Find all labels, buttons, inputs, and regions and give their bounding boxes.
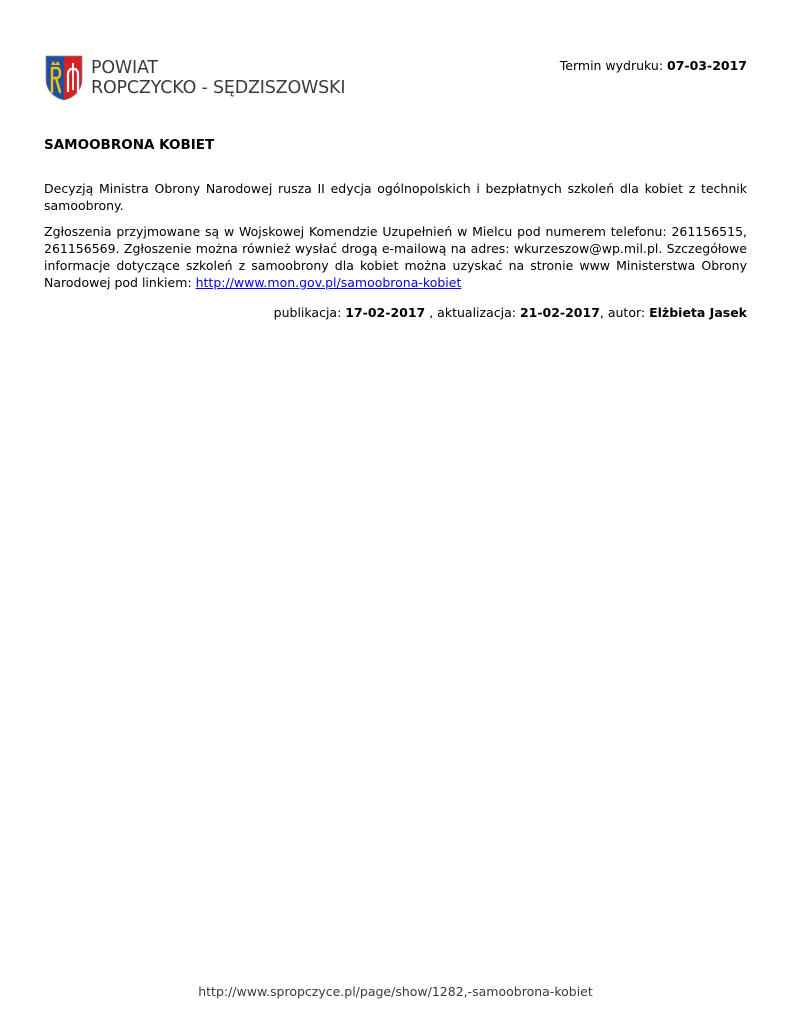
- article-meta: [44, 304, 747, 321]
- coat-of-arms-icon: [44, 54, 84, 102]
- print-date: [560, 58, 747, 74]
- paragraph-details: [44, 223, 747, 291]
- article-body: [44, 180, 747, 321]
- author-label: , autor:: [599, 305, 646, 320]
- logo-line-powiat: POWIAT: [91, 58, 158, 78]
- print-date-label: Termin wydruku:: [559, 58, 664, 73]
- print-date-value: 07-03-2017: [667, 58, 747, 73]
- updated-date: 21-02-2017: [519, 305, 600, 320]
- published-date: 17-02-2017: [345, 305, 426, 320]
- logo-line-name: ROPCZYCKO - SĘDZISZOWSKI: [91, 78, 346, 98]
- updated-label: , aktualizacja:: [429, 305, 516, 320]
- page-title: SAMOOBRONA KOBIET: [44, 137, 215, 153]
- published-label: publikacja:: [273, 305, 342, 320]
- author-name: Elżbieta Jasek: [649, 305, 747, 320]
- page-header: [44, 54, 747, 106]
- mon-link[interactable]: http://www.mon.gov.pl/samoobrona-kobiet: [195, 275, 462, 290]
- page-footer-url: http://www.spropczyce.pl/page/show/1282,-samoobrona-kobiet: [198, 984, 593, 999]
- powiat-logo[interactable]: [44, 54, 345, 102]
- logo-text: [91, 58, 345, 98]
- paragraph-details-text: Zgłoszenia przyjmowane są w Wojskowej Komendzie Uzupełnień w Mielcu pod numerem telefonu: 261156515, 261156569. Zgłoszenie można również wysłać drogą e-mailową na adres: wkurzeszow@wp.mil.pl. Szczegółowe informacje dotyczące szkoleń z samoobrony dla kobiet można uzyskać na stronie www Ministerstwa Obrony Narodowej pod linkiem:: [44, 224, 747, 290]
- paragraph-intro: Decyzją Ministra Obrony Narodowej rusza II edycja ogólnopolskich i bezpłatnych szkoleń dla kobiet z technik samoobrony.: [44, 181, 747, 213]
